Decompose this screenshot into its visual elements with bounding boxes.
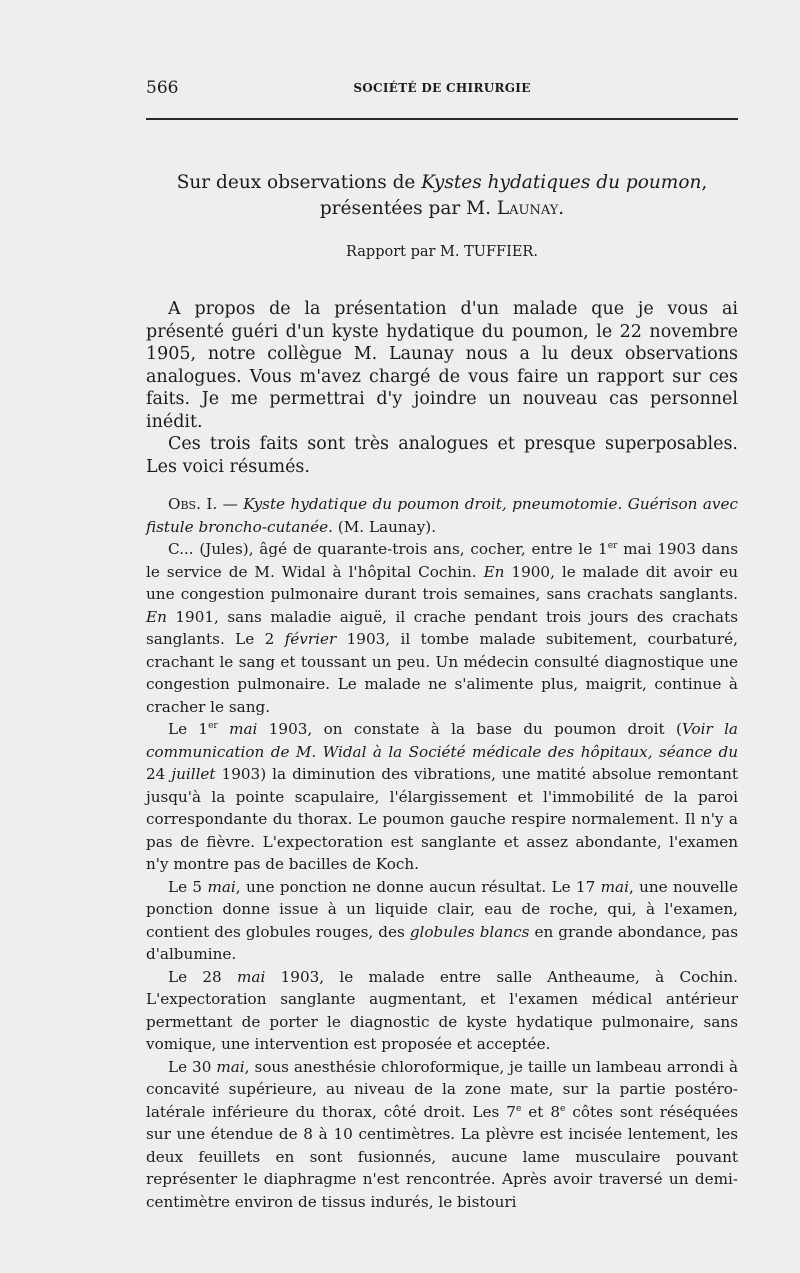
italic-text: juillet	[171, 765, 216, 783]
text: en grande abondance, pas d'albumine.	[146, 922, 739, 963]
title-subject: Kystes hydatiques du poumon	[421, 172, 702, 193]
text: 1900, le malade dit avoir eu une congestion pulmonaire durant trois semaines, sans crachats sanglants.	[146, 562, 738, 603]
italic-text: mai	[207, 877, 236, 896]
text: Le 28	[168, 967, 237, 986]
text: , une ponction ne donne aucun résultat. Le 17	[235, 877, 601, 896]
italic-text: mai	[217, 720, 258, 738]
observation-dash: —	[217, 495, 244, 513]
italic-reference: Voir la communication de M. Widal à la Société médicale des hôpitaux, séance du	[146, 720, 738, 761]
report-byline: Rapport par M. TUFFIER.	[346, 244, 538, 260]
italic-text: En	[146, 607, 167, 626]
text: Le 30	[168, 1057, 217, 1076]
text: 1903, il tombe malade subitement, courbaturé, crachant le sang et toussant un peu. Un médecin consulté diagnostique une congestion pulmonaire. Le malade ne s'alimente plus, maigrit, continue à cracher le sang.	[146, 630, 738, 716]
text: , une nouvelle ponction donne issue à un liquide clair, eau de roche, qui, à l'examen, contient des globules rouges, des	[146, 877, 738, 941]
superscript: er	[208, 721, 218, 731]
header-rule	[146, 118, 738, 120]
running-head	[146, 78, 738, 98]
italic-text: globules blancs	[409, 922, 530, 941]
introduction	[146, 298, 738, 478]
superscript: e	[515, 1103, 522, 1114]
text: , sous anesthésie chloroformique, je taille un lambeau arrondi à concavité supérieure, au niveau de la zone mate, sur la partie postéro-latérale inférieure du thorax, côté droit. Les 7	[146, 1057, 739, 1121]
observation-paragraph-1	[146, 538, 738, 718]
superscript: er	[607, 541, 618, 551]
title-comma: ,	[701, 172, 708, 193]
journal-title: SOCIÉTÉ DE CHIRURGIE	[353, 81, 531, 95]
title-text: Sur deux observations de	[176, 172, 422, 193]
italic-text: février	[284, 630, 337, 648]
text: Le 1	[168, 720, 209, 738]
text: 24	[146, 765, 172, 783]
intro-paragraph-2: Ces trois faits sont très analogues et presque superposables. Les voici résumés.	[146, 434, 738, 477]
italic-text: mai	[216, 1057, 245, 1076]
text: 1903, on constate à la base du poumon droit (	[257, 720, 682, 738]
text: 1903) la diminution des vibrations, une matité absolue remontant jusqu'à la pointe scapulaire, l'élargissement et l'immobilité de la paroi correspondante du thorax. Le poumon gauche respire normalement. Il n'y a pas de fièvre. L'expectoration est sanglante et assez abondante, l'examen n'y montre pas de bacilles de Koch.	[146, 765, 738, 873]
observation-1	[146, 493, 738, 1213]
observation-heading	[146, 493, 738, 538]
observation-title: Kyste hydatique du poumon droit, pneumotomie. Guérison avec fistule broncho-cutanée.	[146, 495, 739, 536]
observation-label: Obs. I.	[168, 495, 218, 513]
text: et 8	[521, 1102, 561, 1121]
article-title	[146, 170, 738, 222]
italic-text: mai	[600, 877, 629, 896]
intro-paragraph-1: A propos de la présentation d'un malade que je vous ai présenté guéri d'un kyste hydatique du poumon, le 22 novembre 1905, notre collègue M. Launay nous a lu deux observations analogues. Vous m'avez chargé de vous faire un rapport sur ces faits. Je me permettrai d'y joindre un nouveau cas personnel inédit.	[146, 299, 738, 432]
observation-paragraph-3	[146, 876, 738, 966]
text: 1903, le malade entre salle Antheaume, à Cochin. L'expectoration sanglante augmentant, et l'examen médical antérieur permettant de porter le diagnostic de kyste hydatique pulmonaire, sans vomique, une intervention est proposée et acceptée.	[146, 967, 738, 1053]
title-period: .	[558, 198, 565, 219]
observation-paragraph-2	[146, 718, 738, 876]
title-author: Launay	[496, 198, 559, 219]
superscript: e	[560, 1103, 566, 1114]
page-number: 566	[146, 78, 179, 98]
observation-paragraph-5	[146, 1056, 738, 1214]
text: C... (Jules), âgé de quarante-trois ans, cocher, entre le 1	[168, 540, 608, 558]
title-presented-by: présentées par M.	[319, 198, 497, 219]
text: 1901, sans maladie aiguë, il crache pendant trois jours des crachats sanglants. Le 2	[146, 607, 738, 648]
text: Le 5	[168, 877, 208, 896]
text: mai 1903 dans le service de M. Widal à l'hôpital Cochin.	[146, 540, 738, 581]
italic-text: mai	[237, 967, 266, 986]
text: côtes sont réséquées sur une étendue de 8 à 10 centimètres. La plèvre est incisée lentement, les deux feuillets en sont fusionnés, aucune lame musculaire pouvant représenter le diaphragme n'est rencontrée. Après avoir traversé un demi-centimètre environ de tissus indurés, le bistouri	[146, 1102, 738, 1211]
italic-text: En	[483, 562, 505, 581]
observation-author: (M. Launay).	[332, 517, 437, 536]
observation-paragraph-4	[146, 966, 738, 1056]
